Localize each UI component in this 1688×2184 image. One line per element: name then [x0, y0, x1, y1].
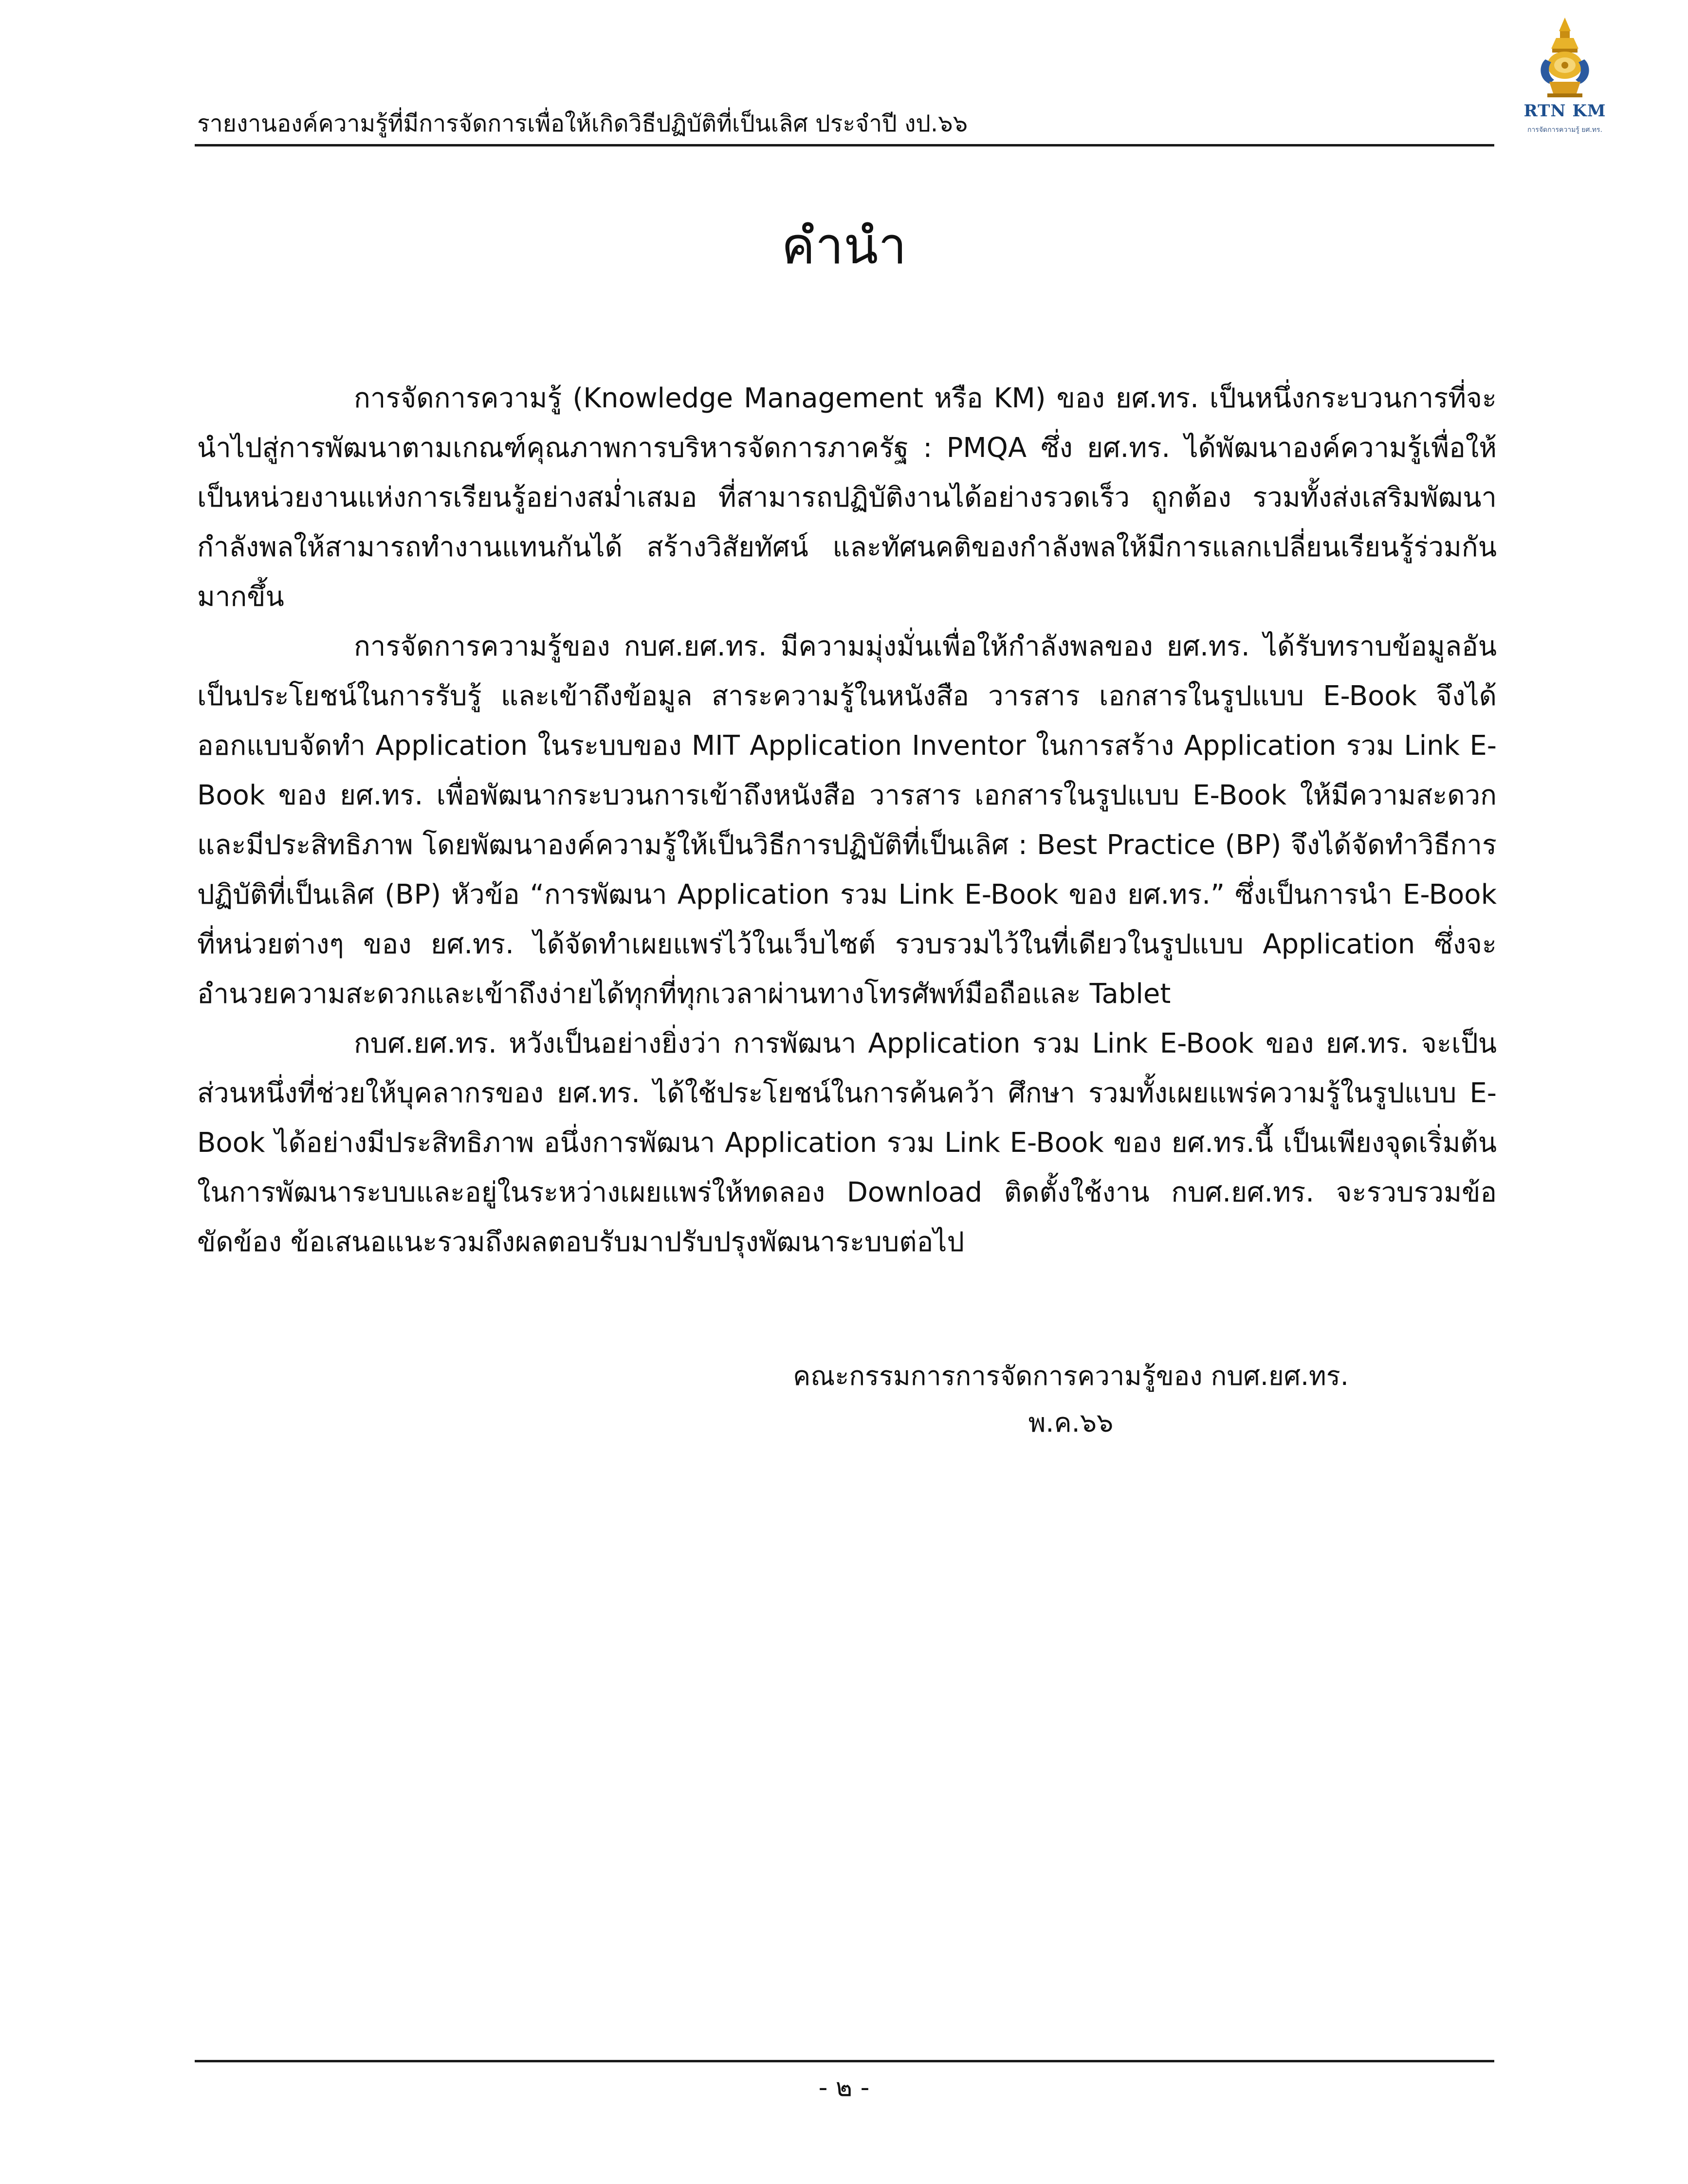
paragraph-1: การจัดการความรู้ (Knowledge Management หรือ KM) ของ ยศ.ทร. เป็นหนึ่งกระบวนการที่จะนำไปสู่การพัฒนาตามเกณฑ์คุณภาพการบริหารจัดการภาครัฐ : PMQA ซึ่ง ยศ.ทร. ได้พัฒนาองค์ความรู้เพื่อให้เป็นหน่วยงานแห่งการเรียนรู้อย่างสม่ำเสมอ ที่สามารถปฏิบัติงานได้อย่างรวดเร็ว ถูกต้อง รวมทั้งส่งเสริมพัฒนากำลังพลให้สามารถทำงานแทนกันได้ สร้างวิสัยทัศน์ และทัศนคติของกำลังพลให้มีการแลกเปลี่ยนเรียนรู้ร่วมกันมากขึ้น	[197, 382, 1497, 613]
page-number: - ๒ -	[818, 2073, 870, 2102]
preface-body	[197, 374, 1497, 1267]
running-header: รายงานองค์ความรู้ที่มีการจัดการเพื่อให้เกิดวิธีปฏิบัติที่เป็นเลิศ ประจำปี งป.๖๖	[197, 110, 968, 137]
paragraph-3: กบศ.ยศ.ทร. หวังเป็นอย่างยิ่งว่า การพัฒนา Application รวม Link E-Book ของ ยศ.ทร. จะเป็นส่วนหนึ่งที่ช่วยให้บุคลากรของ ยศ.ทร. ได้ใช้ประโยชน์ในการค้นคว้า ศึกษา รวมทั้งเผยแพร่ความรู้ในรูปแบบ E-Book ได้อย่างมีประสิทธิภาพ อนึ่งการพัฒนา Application รวม Link E-Book ของ ยศ.ทร.นี้ เป็นเพียงจุดเริ่มต้นในการพัฒนาระบบและอยู่ในระหว่างเผยแพร่ให้ทดลอง Download ติดตั้งใช้งาน กบศ.ยศ.ทร. จะรวบรวมข้อขัดข้อง ข้อเสนอแนะรวมถึงผลตอบรับมาปรับปรุงพัฒนาระบบต่อไป	[197, 1028, 1497, 1258]
rtn-km-logo	[1511, 15, 1618, 141]
page-title: คำนำ	[781, 216, 907, 275]
logo-subtext: การจัดการความรู้ ยศ.ทร.	[1527, 126, 1603, 134]
signature-block	[750, 1353, 1392, 1446]
committee-name: คณะกรรมการการจัดการความรู้ของ กบศ.ยศ.ทร.	[793, 1361, 1349, 1391]
signature-date: พ.ค.๖๖	[1028, 1407, 1114, 1438]
crown-emblem-icon	[1511, 15, 1618, 101]
header-divider	[195, 144, 1494, 146]
paragraph-2: การจัดการความรู้ของ กบศ.ยศ.ทร. มีความมุ่งมั่นเพื่อให้กำลังพลของ ยศ.ทร. ได้รับทราบข้อมูลอันเป็นประโยชน์ในการรับรู้ และเข้าถึงข้อมูล สาระความรู้ในหนังสือ วารสาร เอกสารในรูปแบบ E-Book จึงได้ออกแบบจัดทำ Application ในระบบของ MIT Application Inventor ในการสร้าง Application รวม Link E-Book ของ ยศ.ทร. เพื่อพัฒนากระบวนการเข้าถึงหนังสือ วารสาร เอกสารในรูปแบบ E-Book ให้มีความสะดวกและมีประสิทธิภาพ โดยพัฒนาองค์ความรู้ให้เป็นวิธีการปฏิบัติที่เป็นเลิศ : Best Practice (BP) จึงได้จัดทำวิธีการปฏิบัติที่เป็นเลิศ (BP) หัวข้อ “การพัฒนา Application รวม Link E-Book ของ ยศ.ทร.” ซึ่งเป็นการนำ E-Book ที่หน่วยต่างๆ ของ ยศ.ทร. ได้จัดทำเผยแพร่ไว้ในเว็บไซต์ รวบรวมไว้ในที่เดียวในรูปแบบ Application ซึ่งจะอำนวยความสะดวกและเข้าถึงง่ายได้ทุกที่ทุกเวลาผ่านทางโทรศัพท์มือถือและ Tablet	[197, 631, 1497, 1010]
footer-divider	[195, 2060, 1494, 2062]
logo-text: RTN KM	[1523, 101, 1606, 121]
